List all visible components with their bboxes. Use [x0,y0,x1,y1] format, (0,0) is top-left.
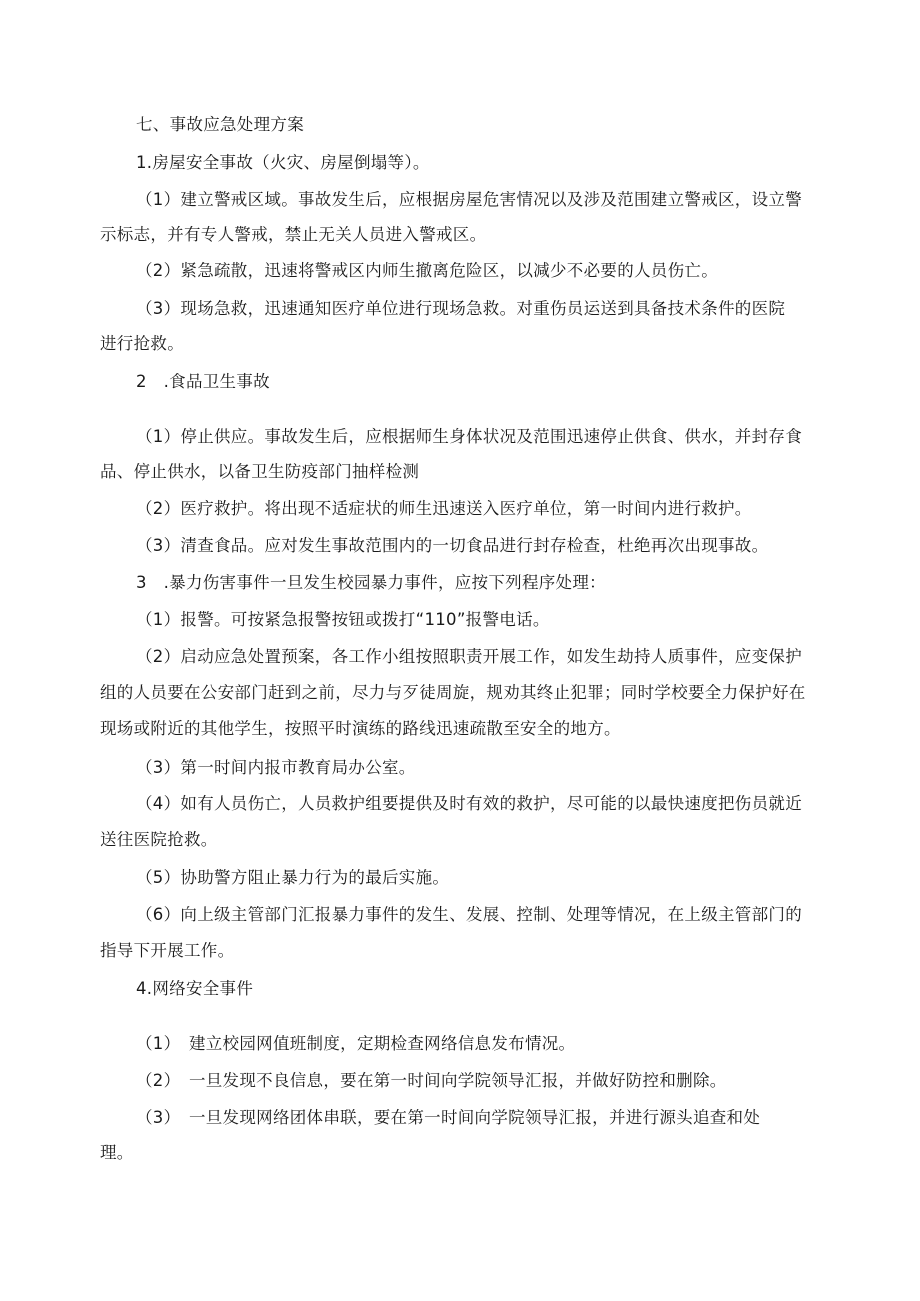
s2-heading: 2 .食品卫生事故 [136,372,270,391]
s3-item6-line2: 指导下开展工作。 [100,941,235,960]
s3-item5: （5）协助警方阻止暴力行为的最后实施。 [136,868,450,887]
s3-item4-line2: 送往医院抢救。 [100,830,218,849]
s3-item1: （1）报警。可按紧急报警按钮或拨打“110”报警电话。 [136,610,550,629]
s1-item1-line2: 示标志，并有专人警戒，禁止无关人员进入警戒区。 [100,225,487,244]
s1-item3-line2: 进行抢救。 [100,334,184,353]
s3-item2-line2: 组的人员要在公安部门赶到之前，尽力与歹徒周旋，规劝其终止犯罪；同时学校要全力保护好在 [100,683,806,702]
s3-item6-line1: （6）向上级主管部门汇报暴力事件的发生、发展、控制、处理等情况，在上级主管部门的 [136,905,802,924]
s4-heading: 4.网络安全事件 [136,979,254,998]
s1-item3-line1: （3）现场急救，迅速通知医疗单位进行现场急救。对重伤员运送到具备技术条件的医院 [136,299,786,318]
s2-item3: （3）清查食品。应对发生事故范围内的一切食品进行封存检查，杜绝再次出现事故。 [136,536,769,555]
s3-item2-line3: 现场或附近的其他学生，按照平时演练的路线迅速疏散至安全的地方。 [100,719,621,738]
s1-item1-line1: （1）建立警戒区域。事故发生后，应根据房屋危害情况以及涉及范围建立警戒区，设立警 [136,190,802,209]
s4-item2: （2） 一旦发现不良信息，要在第一时间向学院领导汇报，并做好防控和删除。 [136,1071,727,1090]
s2-item2: （2）医疗救护。将出现不适症状的师生迅速送入医疗单位，第一时间内进行救护。 [136,499,752,518]
section-title: 七、事故应急处理方案 [136,115,304,134]
s4-item3-line2: 理。 [100,1143,134,1162]
s2-item1-line1: （1）停止供应。事故发生后，应根据师生身体状况及范围迅速停止供食、供水，并封存食 [136,427,802,446]
s1-heading: 1.房屋安全事故（火灾、房屋倒塌等）。 [136,153,430,172]
s3-item2-line1: （2）启动应急处置预案，各工作小组按照职责开展工作，如发生劫持人质事件，应变保护 [136,647,802,666]
s3-item4-line1: （4）如有人员伤亡，人员救护组要提供及时有效的救护，尽可能的以最快速度把伤员就近 [136,794,802,813]
s2-item1-line2: 品、停止供水，以备卫生防疫部门抽样检测 [100,462,420,481]
s3-item3: （3）第一时间内报市教育局办公室。 [136,758,416,777]
s4-item1: （1） 建立校园网值班制度，定期检查网络信息发布情况。 [136,1034,576,1053]
s4-item3-line1: （3） 一旦发现网络团体串联，要在第一时间向学院领导汇报，并进行源头追查和处 [136,1108,761,1127]
s3-heading: 3 .暴力伤害事件一旦发生校园暴力事件，应按下列程序处理： [136,573,606,592]
s1-item2: （2）紧急疏散，迅速将警戒区内师生撤离危险区，以减少不必要的人员伤亡。 [136,261,718,280]
